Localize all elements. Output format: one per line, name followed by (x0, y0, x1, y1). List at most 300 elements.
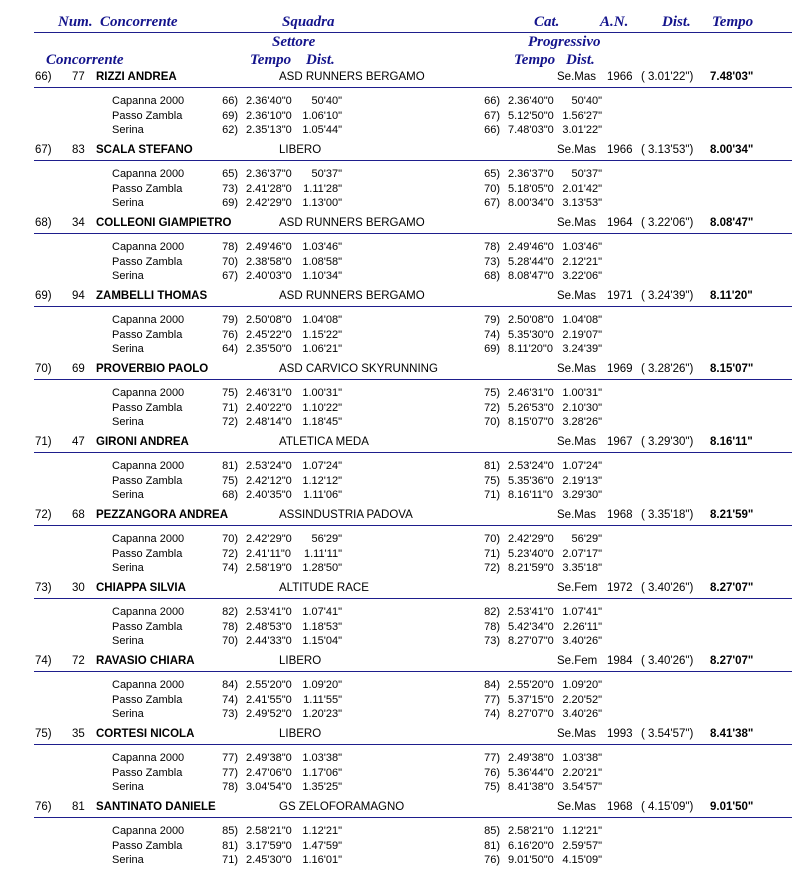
split-sector-position: 68) (222, 489, 238, 501)
entry-gap: ( 3.29'30") (641, 436, 694, 448)
entry-total-time: 8.27'07" (710, 582, 754, 594)
entry-team: ATLETICA MEDA (279, 436, 369, 448)
split-sector-time: 2.40'22"0 (246, 401, 292, 414)
split-prog-position: 72) (484, 401, 500, 414)
entry-divider (34, 379, 792, 380)
split-sector-time: 2.50'08"0 (246, 314, 292, 326)
split-prog-time: 5.28'44"0 (508, 255, 554, 268)
split-sector-gap: 1.03'46" (302, 241, 342, 253)
split-sector-position: 81) (222, 839, 238, 852)
split-sector-position: 66) (222, 95, 238, 107)
split-sector-gap: 1.11'55" (303, 693, 342, 706)
entry-number: 83 (72, 144, 85, 156)
split-sector-gap: 1.47'59" (302, 839, 342, 852)
split-sector-gap: 1.15'22" (302, 328, 342, 341)
split-prog-time: 8.21'59"0 (508, 562, 554, 574)
split-prog-time: 8.00'34"0 (508, 197, 554, 209)
split-prog-position: 78) (484, 620, 500, 633)
split-sector-time: 2.41'55"0 (246, 693, 292, 706)
entry-gap: ( 3.01'22") (641, 71, 694, 83)
split-sector-gap: 1.05'44" (302, 124, 342, 136)
entry-name: RAVASIO CHIARA (96, 655, 195, 667)
split-sector-position: 82) (222, 606, 238, 618)
split-sector-position: 77) (222, 752, 238, 764)
header-tempo: Tempo (712, 14, 754, 30)
split-prog-position: 71) (484, 489, 500, 501)
header-prog-tempo: Tempo (514, 52, 556, 68)
header-num: Num. (58, 14, 93, 30)
entry-birth-year: 1968 (607, 509, 633, 521)
entry-divider (34, 233, 792, 234)
result-entry (0, 362, 796, 435)
split-prog-position: 77) (484, 752, 500, 764)
split-prog-time: 2.36'40"0 (508, 95, 554, 107)
split-prog-position: 72) (484, 562, 500, 574)
split-prog-gap: 1.09'20" (562, 679, 602, 691)
split-checkpoint: Serina (112, 708, 144, 720)
split-prog-gap: 3.22'06" (562, 270, 602, 282)
split-prog-time: 5.26'53"0 (508, 401, 554, 414)
split-prog-position: 75) (484, 387, 500, 399)
entry-category: Se.Mas (557, 509, 596, 521)
entry-position: 76) (35, 801, 52, 813)
split-prog-time: 6.16'20"0 (508, 839, 554, 852)
split-checkpoint: Serina (112, 416, 144, 428)
entry-category: Se.Mas (557, 436, 596, 448)
entry-birth-year: 1972 (607, 582, 633, 594)
split-sector-time: 2.36'40"0 (246, 95, 292, 107)
split-checkpoint: Capanna 2000 (112, 314, 185, 326)
split-checkpoint: Capanna 2000 (112, 241, 185, 253)
entry-gap: ( 3.40'26") (641, 655, 694, 667)
split-sector-gap: 1.04'08" (302, 314, 342, 326)
split-prog-gap: 2.10'30" (562, 401, 602, 414)
split-prog-gap: 2.19'07" (562, 328, 602, 341)
split-checkpoint: Passo Zambla (112, 401, 183, 414)
split-sector-gap: 50'37" (311, 168, 342, 180)
entry-number: 47 (72, 436, 85, 448)
entry-name: CORTESI NICOLA (96, 728, 195, 740)
entry-total-time: 8.41'38" (710, 728, 754, 740)
split-prog-time: 2.46'31"0 (508, 387, 554, 399)
entry-category: Se.Fem (557, 582, 598, 594)
split-prog-time: 5.37'15"0 (508, 693, 554, 706)
split-checkpoint: Capanna 2000 (112, 95, 185, 107)
header-settore: Settore (272, 34, 316, 50)
split-prog-gap: 50'40" (571, 95, 602, 107)
split-sector-time: 2.38'58"0 (246, 255, 292, 268)
result-entry (0, 435, 796, 508)
split-prog-position: 78) (484, 241, 500, 253)
split-sector-position: 74) (222, 693, 238, 706)
entry-name: COLLEONI GIAMPIETRO (96, 217, 232, 229)
entry-birth-year: 1971 (607, 290, 633, 302)
entry-gap: ( 3.28'26") (641, 363, 694, 375)
entry-divider (34, 744, 792, 745)
split-sector-time: 2.47'06"0 (246, 766, 292, 779)
entry-gap: ( 3.22'06") (641, 217, 694, 229)
split-prog-position: 70) (484, 533, 500, 545)
entry-divider (34, 160, 792, 161)
entry-category: Se.Mas (557, 144, 596, 156)
split-sector-position: 69) (222, 197, 238, 209)
entry-name: ZAMBELLI THOMAS (96, 290, 208, 302)
header-progressivo: Progressivo (528, 34, 601, 50)
entry-team: LIBERO (279, 655, 322, 667)
split-sector-position: 70) (222, 533, 238, 545)
split-sector-time: 2.42'29"0 (246, 533, 292, 545)
header-settore-tempo: Tempo (250, 52, 292, 68)
entry-team: ASD RUNNERS BERGAMO (279, 290, 425, 302)
split-sector-position: 73) (222, 182, 238, 195)
split-prog-time: 2.49'38"0 (508, 752, 554, 764)
split-sector-time: 2.41'11"0 (246, 547, 291, 560)
split-sector-gap: 1.18'45" (302, 416, 342, 428)
split-prog-position: 76) (484, 854, 500, 866)
entry-category: Se.Mas (557, 801, 596, 813)
split-checkpoint: Serina (112, 854, 144, 866)
split-checkpoint: Serina (112, 270, 144, 282)
split-sector-gap: 1.00'31" (302, 387, 342, 399)
entry-number: 68 (72, 509, 85, 521)
split-prog-gap: 50'37" (571, 168, 602, 180)
split-sector-position: 77) (222, 766, 238, 779)
split-prog-gap: 1.03'46" (562, 241, 602, 253)
entry-category: Se.Fem (557, 655, 598, 667)
split-sector-gap: 1.08'58" (302, 255, 342, 268)
split-sector-position: 78) (222, 241, 238, 253)
split-prog-time: 8.27'07"0 (508, 708, 554, 720)
header-prog-dist: Dist. (566, 52, 595, 68)
split-prog-position: 75) (484, 474, 500, 487)
entry-name: PEZZANGORA ANDREA (96, 509, 229, 521)
entry-team: LIBERO (279, 144, 322, 156)
split-prog-position: 70) (484, 416, 500, 428)
split-sector-gap: 1.11'28" (303, 182, 342, 195)
split-prog-time: 2.36'37"0 (508, 168, 554, 180)
result-entry (0, 289, 796, 362)
entry-birth-year: 1968 (607, 801, 633, 813)
split-sector-position: 84) (222, 679, 238, 691)
entry-position: 70) (35, 363, 52, 375)
split-prog-position: 67) (484, 109, 500, 122)
entry-birth-year: 1969 (607, 363, 633, 375)
split-prog-time: 2.55'20"0 (508, 679, 554, 691)
split-prog-time: 2.58'21"0 (508, 825, 554, 837)
entry-team: ALTITUDE RACE (279, 582, 369, 594)
split-sector-gap: 1.06'21" (302, 343, 342, 355)
split-sector-gap: 1.17'06" (302, 766, 342, 779)
split-sector-time: 2.45'22"0 (246, 328, 292, 341)
split-prog-gap: 2.01'42" (562, 182, 602, 195)
result-entry (0, 143, 796, 216)
split-prog-time: 8.11'20"0 (508, 343, 553, 355)
entry-position: 73) (35, 582, 52, 594)
split-sector-gap: 1.15'04" (302, 635, 342, 647)
split-prog-gap: 4.15'09" (562, 854, 602, 866)
split-prog-gap: 3.01'22" (562, 124, 602, 136)
split-prog-position: 73) (484, 255, 500, 268)
entry-team: ASD RUNNERS BERGAMO (279, 71, 425, 83)
split-checkpoint: Capanna 2000 (112, 460, 185, 472)
entry-birth-year: 1966 (607, 144, 633, 156)
split-sector-position: 79) (222, 314, 238, 326)
split-prog-position: 68) (484, 270, 500, 282)
split-sector-position: 71) (222, 854, 238, 866)
split-sector-time: 2.40'03"0 (246, 270, 292, 282)
entry-position: 72) (35, 509, 52, 521)
split-prog-position: 69) (484, 343, 500, 355)
split-prog-position: 71) (484, 547, 500, 560)
split-prog-position: 77) (484, 693, 500, 706)
entry-birth-year: 1993 (607, 728, 633, 740)
split-sector-position: 72) (222, 547, 238, 560)
split-prog-gap: 1.03'38" (562, 752, 602, 764)
split-sector-time: 2.58'21"0 (246, 825, 292, 837)
header-cat: Cat. (534, 14, 560, 30)
split-prog-gap: 1.12'21" (562, 825, 602, 837)
split-sector-time: 2.35'13"0 (246, 124, 292, 136)
result-entry (0, 654, 796, 727)
header-divider (34, 32, 792, 33)
split-sector-time: 2.48'53"0 (246, 620, 292, 633)
split-prog-position: 74) (484, 708, 500, 720)
entry-number: 77 (72, 71, 85, 83)
split-checkpoint: Capanna 2000 (112, 679, 185, 691)
split-prog-position: 65) (484, 168, 500, 180)
split-prog-time: 7.48'03"0 (508, 124, 554, 136)
split-prog-gap: 2.19'13" (562, 474, 602, 487)
split-prog-gap: 3.54'57" (562, 781, 602, 793)
split-sector-gap: 1.11'06" (303, 489, 342, 501)
split-sector-time: 2.55'20"0 (246, 679, 292, 691)
entry-position: 69) (35, 290, 52, 302)
result-entry (0, 216, 796, 289)
split-checkpoint: Passo Zambla (112, 620, 183, 633)
split-prog-gap: 2.20'21" (562, 766, 602, 779)
split-prog-position: 84) (484, 679, 500, 691)
entry-category: Se.Mas (557, 728, 596, 740)
split-sector-position: 62) (222, 124, 238, 136)
split-sector-gap: 1.07'24" (302, 460, 342, 472)
header-squadra: Squadra (282, 14, 335, 30)
split-sector-position: 70) (222, 255, 238, 268)
split-sector-position: 73) (222, 708, 238, 720)
split-prog-time: 8.41'38"0 (508, 781, 554, 793)
split-sector-gap: 1.12'12" (302, 474, 342, 487)
entry-category: Se.Mas (557, 363, 596, 375)
split-sector-gap: 1.12'21" (302, 825, 342, 837)
entry-gap: ( 3.35'18") (641, 509, 694, 521)
header-settore-dist: Dist. (306, 52, 335, 68)
entry-total-time: 8.27'07" (710, 655, 754, 667)
entry-name: PROVERBIO PAOLO (96, 363, 209, 375)
split-prog-time: 2.53'24"0 (508, 460, 554, 472)
split-sector-gap: 50'40" (311, 95, 342, 107)
split-prog-time: 2.49'46"0 (508, 241, 554, 253)
entry-total-time: 8.11'20" (710, 290, 753, 302)
split-prog-position: 70) (484, 182, 500, 195)
split-checkpoint: Serina (112, 489, 144, 501)
split-sector-position: 64) (222, 343, 238, 355)
split-prog-time: 8.16'11"0 (508, 489, 553, 501)
split-sector-time: 2.42'12"0 (246, 474, 292, 487)
split-sector-gap: 1.06'10" (302, 109, 342, 122)
header-concorrente: Concorrente (100, 14, 178, 30)
split-checkpoint: Capanna 2000 (112, 387, 185, 399)
split-sector-gap: 1.07'41" (302, 606, 342, 618)
split-sector-position: 75) (222, 387, 238, 399)
entry-birth-year: 1964 (607, 217, 633, 229)
entry-total-time: 7.48'03" (710, 71, 754, 83)
split-prog-gap: 2.59'57" (562, 839, 602, 852)
split-sector-position: 78) (222, 781, 238, 793)
split-prog-position: 82) (484, 606, 500, 618)
entry-team: ASD CARVICO SKYRUNNING (279, 363, 438, 375)
split-sector-time: 2.53'41"0 (246, 606, 292, 618)
split-sector-gap: 1.16'01" (302, 854, 342, 866)
split-sector-time: 2.44'33"0 (246, 635, 292, 647)
entry-gap: ( 3.13'53") (641, 144, 694, 156)
result-entry (0, 581, 796, 654)
split-checkpoint: Serina (112, 124, 144, 136)
entry-team: LIBERO (279, 728, 322, 740)
split-sector-gap: 1.20'23" (302, 708, 342, 720)
split-sector-position: 85) (222, 825, 238, 837)
split-sector-time: 2.49'52"0 (246, 708, 292, 720)
split-checkpoint: Passo Zambla (112, 328, 183, 341)
entry-total-time: 8.21'59" (710, 509, 754, 521)
split-prog-position: 75) (484, 781, 500, 793)
entry-divider (34, 452, 792, 453)
split-checkpoint: Passo Zambla (112, 109, 183, 122)
split-prog-time: 5.42'34"0 (508, 620, 554, 633)
entry-number: 72 (72, 655, 85, 667)
split-sector-position: 70) (222, 635, 238, 647)
entry-number: 81 (72, 801, 85, 813)
entry-divider (34, 87, 792, 88)
split-prog-time: 8.15'07"0 (508, 416, 554, 428)
split-prog-gap: 3.29'30" (562, 489, 602, 501)
split-sector-position: 81) (222, 460, 238, 472)
entry-divider (34, 598, 792, 599)
entry-position: 67) (35, 144, 52, 156)
split-prog-gap: 1.00'31" (562, 387, 602, 399)
split-sector-position: 69) (222, 109, 238, 122)
split-sector-time: 2.40'35"0 (246, 489, 292, 501)
split-prog-position: 76) (484, 766, 500, 779)
split-sector-position: 78) (222, 620, 238, 633)
entry-team: ASD RUNNERS BERGAMO (279, 217, 425, 229)
header-an: A.N. (600, 14, 629, 30)
split-checkpoint: Passo Zambla (112, 693, 183, 706)
split-prog-position: 85) (484, 825, 500, 837)
split-sector-position: 74) (222, 562, 238, 574)
split-sector-time: 2.36'37"0 (246, 168, 292, 180)
split-prog-position: 81) (484, 839, 500, 852)
split-checkpoint: Serina (112, 562, 144, 574)
split-sector-time: 3.17'59"0 (246, 839, 292, 852)
entry-birth-year: 1984 (607, 655, 633, 667)
entry-number: 34 (72, 217, 85, 229)
entry-name: SANTINATO DANIELE (96, 801, 216, 813)
split-checkpoint: Passo Zambla (112, 766, 183, 779)
split-prog-position: 67) (484, 197, 500, 209)
entry-number: 69 (72, 363, 85, 375)
split-prog-gap: 1.56'27" (562, 109, 602, 122)
entry-divider (34, 525, 792, 526)
split-prog-time: 5.23'40"0 (508, 547, 554, 560)
split-prog-time: 8.08'47"0 (508, 270, 554, 282)
entry-total-time: 8.00'34" (710, 144, 754, 156)
split-sector-position: 72) (222, 416, 238, 428)
header-concorrente-2: Concorrente (46, 52, 124, 68)
entry-position: 74) (35, 655, 52, 667)
result-entry (0, 508, 796, 581)
split-checkpoint: Passo Zambla (112, 255, 183, 268)
split-prog-position: 74) (484, 328, 500, 341)
header-dist: Dist. (662, 14, 691, 30)
split-checkpoint: Passo Zambla (112, 839, 183, 852)
split-checkpoint: Serina (112, 635, 144, 647)
entry-gap: ( 3.54'57") (641, 728, 694, 740)
split-sector-gap: 1.03'38" (302, 752, 342, 764)
entry-gap: ( 3.40'26") (641, 582, 694, 594)
split-checkpoint: Capanna 2000 (112, 606, 185, 618)
entry-total-time: 9.01'50" (710, 801, 754, 813)
split-checkpoint: Passo Zambla (112, 474, 183, 487)
split-prog-position: 66) (484, 124, 500, 136)
entry-number: 30 (72, 582, 85, 594)
split-sector-time: 2.35'50"0 (246, 343, 292, 355)
split-prog-time: 2.53'41"0 (508, 606, 554, 618)
split-sector-gap: 1.28'50" (302, 562, 342, 574)
split-prog-gap: 1.07'41" (562, 606, 602, 618)
split-prog-time: 5.35'36"0 (508, 474, 554, 487)
split-prog-gap: 3.24'39" (562, 343, 602, 355)
split-prog-position: 73) (484, 635, 500, 647)
split-sector-position: 65) (222, 168, 238, 180)
entry-divider (34, 306, 792, 307)
split-checkpoint: Capanna 2000 (112, 168, 185, 180)
split-sector-time: 2.42'29"0 (246, 197, 292, 209)
entry-position: 75) (35, 728, 52, 740)
entry-category: Se.Mas (557, 71, 596, 83)
split-sector-time: 3.04'54"0 (246, 781, 292, 793)
split-prog-gap: 1.04'08" (562, 314, 602, 326)
split-sector-gap: 1.11'11" (303, 547, 342, 560)
split-prog-time: 9.01'50"0 (508, 854, 554, 866)
entry-birth-year: 1966 (607, 71, 633, 83)
split-sector-time: 2.45'30"0 (246, 854, 292, 866)
split-sector-time: 2.53'24"0 (246, 460, 292, 472)
split-prog-time: 8.27'07"0 (508, 635, 554, 647)
split-prog-time: 5.36'44"0 (508, 766, 554, 779)
split-checkpoint: Serina (112, 197, 144, 209)
split-checkpoint: Serina (112, 781, 144, 793)
split-sector-gap: 56'29" (311, 533, 342, 545)
entry-position: 66) (35, 71, 52, 83)
split-prog-position: 81) (484, 460, 500, 472)
split-sector-position: 75) (222, 474, 238, 487)
split-sector-gap: 1.09'20" (302, 679, 342, 691)
entry-position: 71) (35, 436, 52, 448)
result-entry (0, 800, 796, 873)
entry-number: 35 (72, 728, 85, 740)
split-sector-time: 2.36'10"0 (246, 109, 292, 122)
split-prog-gap: 3.13'53" (562, 197, 602, 209)
entry-name: GIRONI ANDREA (96, 436, 189, 448)
